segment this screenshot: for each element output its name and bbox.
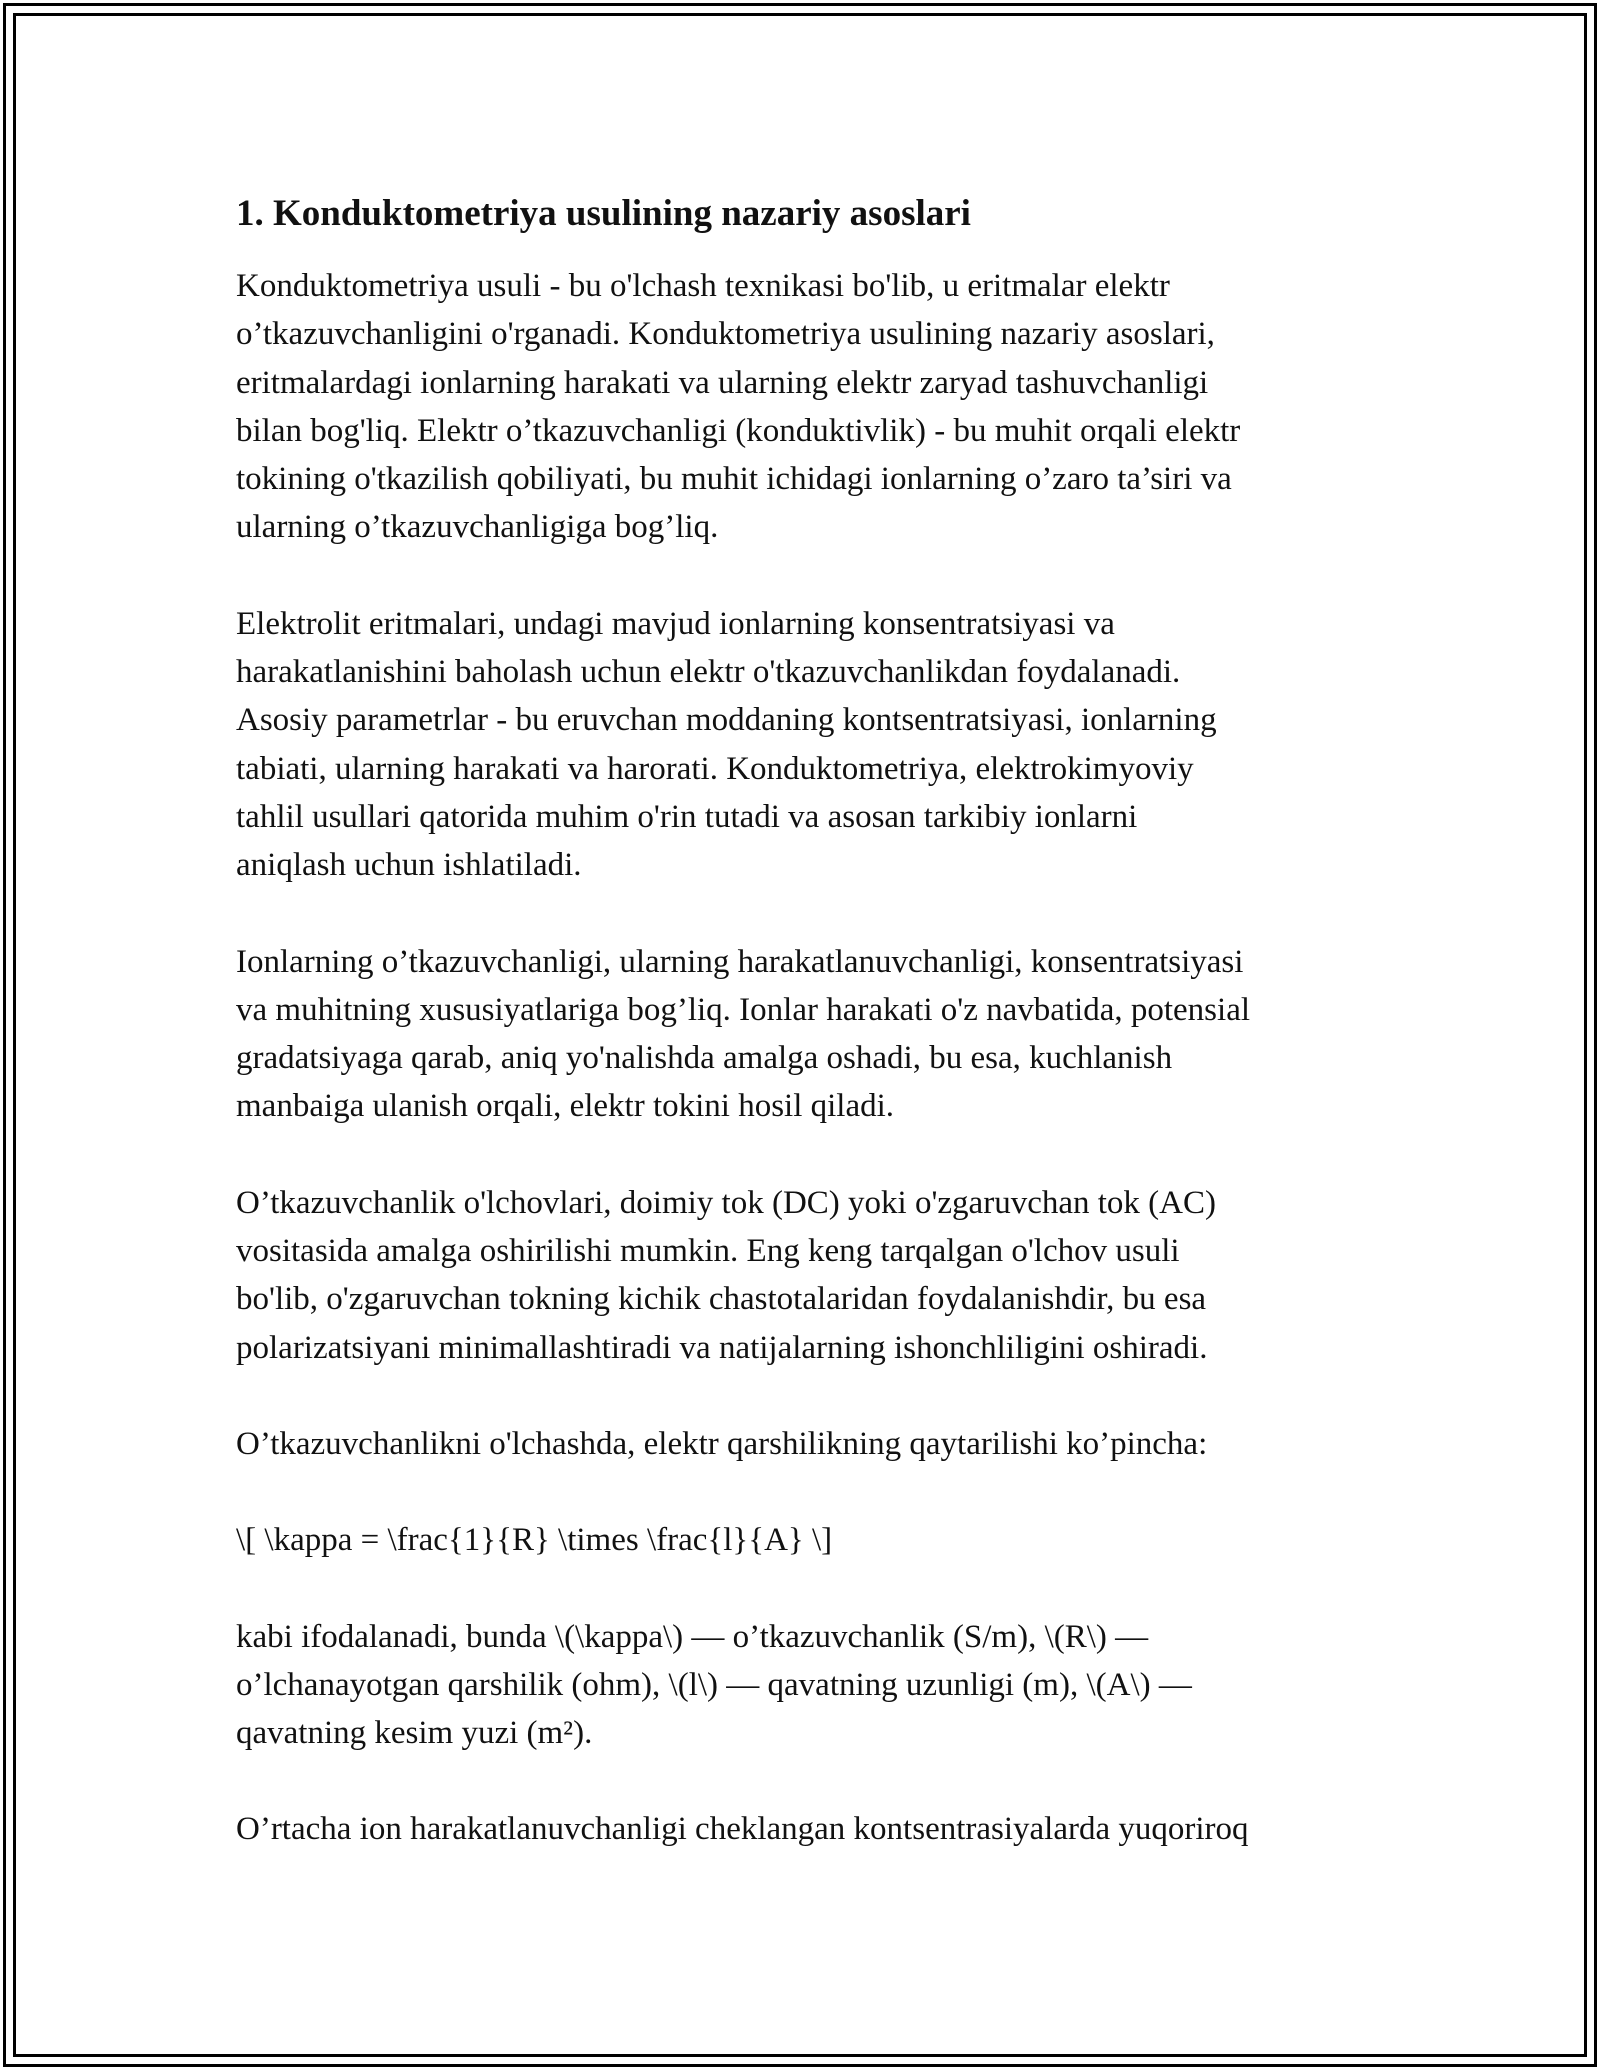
- section-heading: 1. Konduktometriya usulining nazariy asoslari: [236, 193, 971, 234]
- paragraph-measurement: O’tkazuvchanlik o'lchovlari, doimiy tok (DC) yoki o'zgaruvchan tok (AC) vositasida amalga oshirilishi mumkin. Eng keng tarqalgan o'lchov usuli bo'lib, o'zgaruvchan tokning kichik chastotalaridan foydalanishdir, bu esa polarizatsiyani minimallashtiradi va natijalarning ishonchliligini oshiradi.: [236, 1184, 1216, 1366]
- paragraph-electrolyte: Elektrolit eritmalari, undagi mavjud ionlarning konsentratsiyasi va harakatlanishini baholash uchun elektr o'tkazuvchanlikdan foydalanadi. Asosiy parametrlar - bu eruvchan moddaning kontsentratsiyasi, ionlarning tabiati, ularning harakati va harorati. Konduktometriya, elektrokimyoviy tahlil usullari qatorida muhim o'rin tutadi va asosan tarkibiy ionlarni aniqlash uchun ishlatiladi.: [236, 605, 1217, 884]
- paragraph-formula-explanation: kabi ifodalanadi, bunda \(\kappa\) — o’tkazuvchanlik (S/m), \(R\) — o’lchanayotgan qarshilik (ohm), \(l\) — qavatning uzunligi (m), \(A\) — qavatning kesim yuzi (m²).: [236, 1618, 1192, 1752]
- paragraph-ion-conductivity: Ionlarning o’tkazuvchanligi, ularning harakatlanuvchanligi, konsentratsiyasi va muhitning xususiyatlariga bog’liq. Ionlar harakati o'z navbatida, potensial gradatsiyaga qarab, aniq yo'nalishda amalga oshadi, bu esa, kuchlanish manbaiga ulanish orqali, elektr tokini hosil qiladi.: [236, 943, 1251, 1125]
- paragraph-mobility: O’rtacha ion harakatlanuvchanligi cheklangan kontsentrasiyalarda yuqoriroq: [236, 1811, 1249, 1848]
- paragraph-intro: Konduktometriya usuli - bu o'lchash texnikasi bo'lib, u eritmalar elektr o’tkazuvchanligini o'rganadi. Konduktometriya usulining nazariy asoslari, eritmalardagi ionlarning harakati va ularning elektr zaryad tashuvchanligi bilan bog'liq. Elektr o’tkazuvchanligi (konduktivlik) - bu muhit orqali elektr tokining o'tkazilish qobiliyati, bu muhit ichidagi ionlarning o’zaro ta’siri va ularning o’tkazuvchanligiga bog’liq.: [236, 268, 1241, 546]
- paragraph-formula-intro: O’tkazuvchanlikni o'lchashda, elektr qarshilikning qaytarilishi ko’pincha:: [236, 1425, 1208, 1462]
- document-body: [236, 188, 1376, 1902]
- formula: \[ \kappa = \frac{1}{R} \times \frac{l}{A} \]: [236, 1522, 833, 1559]
